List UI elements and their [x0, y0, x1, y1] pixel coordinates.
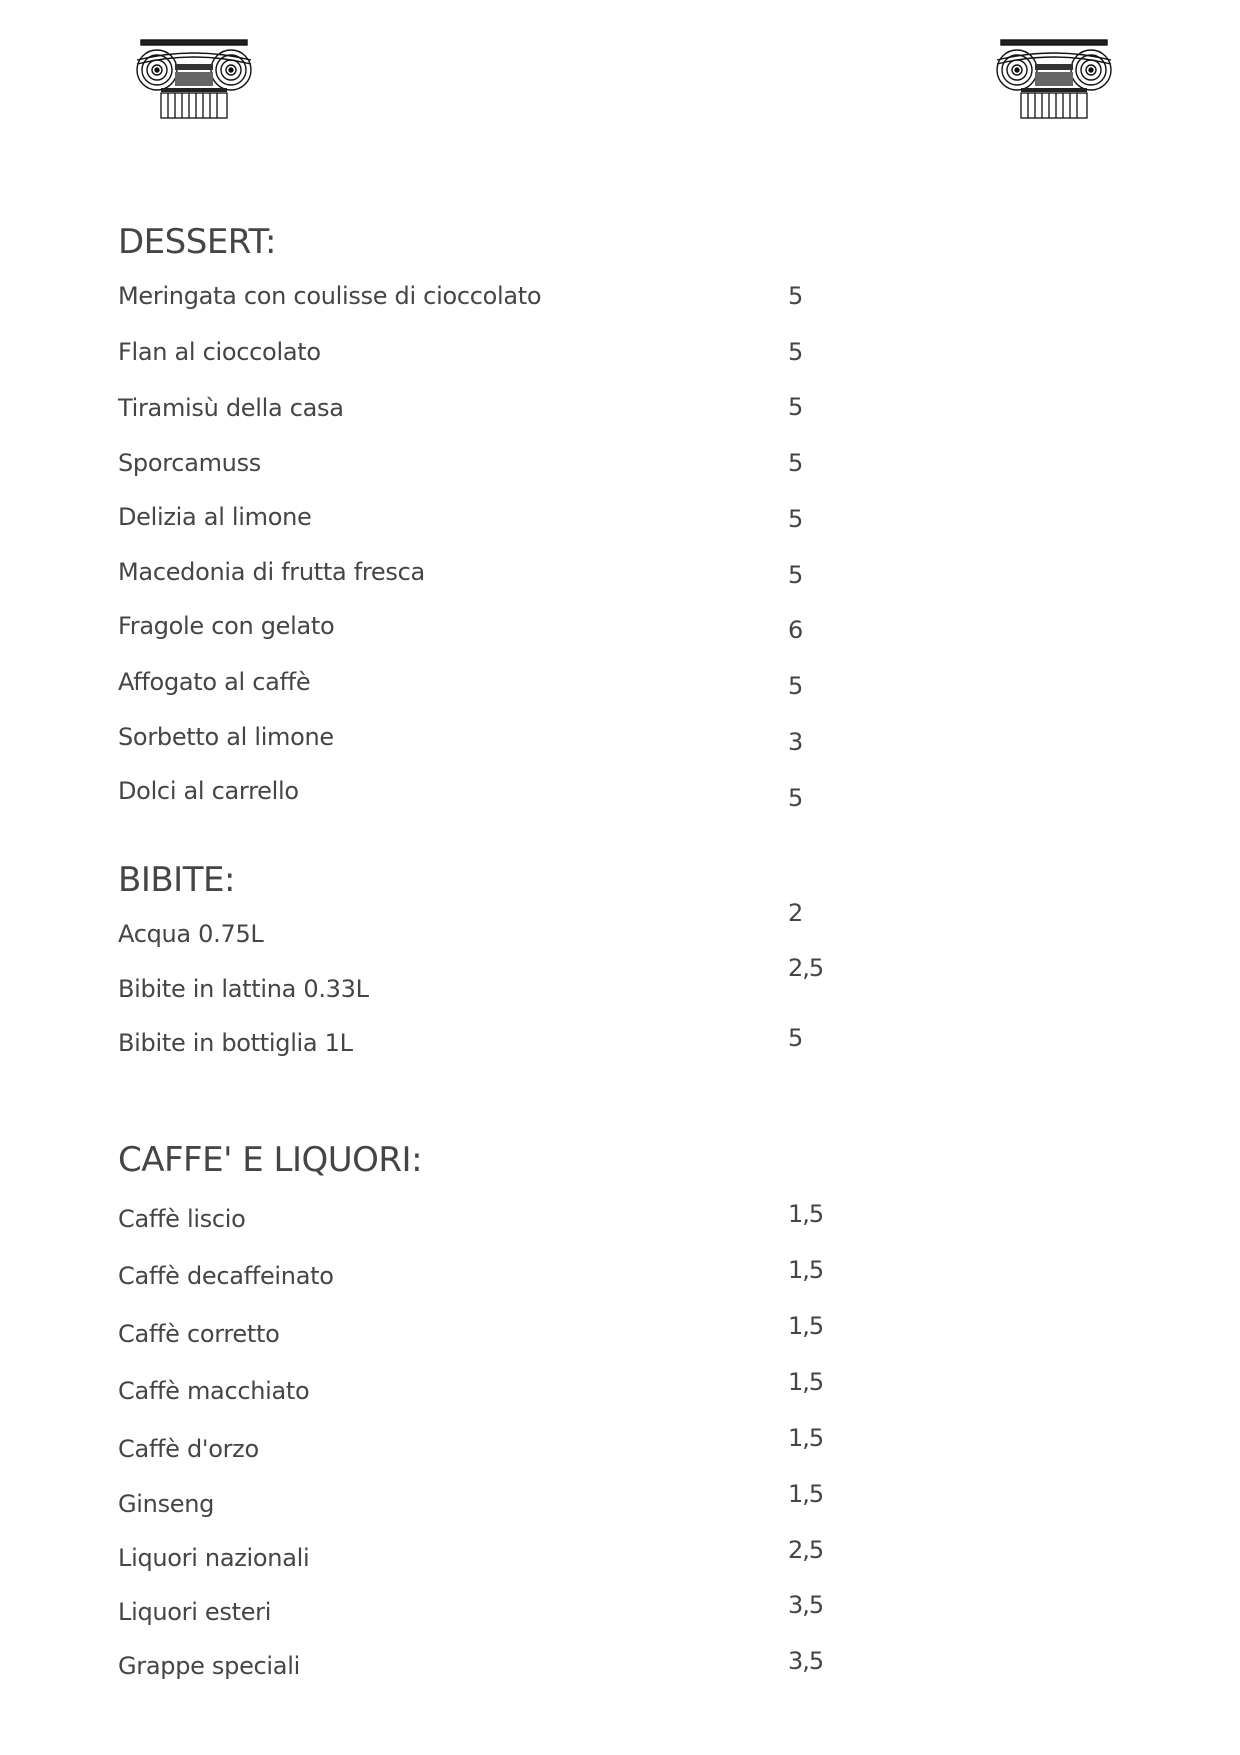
menu-item-name: Caffè d'orzo	[118, 1435, 259, 1463]
menu-item-name: Sporcamuss	[118, 449, 261, 477]
menu-item-price: 3,5	[788, 1647, 824, 1675]
menu-item-name: Acqua 0.75L	[118, 920, 264, 948]
menu-item-price: 1,5	[788, 1256, 824, 1284]
menu-item-name: Bibite in lattina 0.33L	[118, 975, 369, 1003]
menu-item-price: 1,5	[788, 1480, 824, 1508]
menu-item-price: 5	[788, 282, 803, 310]
menu-item-price: 3,5	[788, 1591, 824, 1619]
menu-item-price: 1,5	[788, 1312, 824, 1340]
menu-item-price: 5	[788, 338, 803, 366]
menu-item-name: Caffè decaffeinato	[118, 1262, 334, 1290]
section-title-dessert: DESSERT:	[118, 222, 276, 262]
menu-item-price: 6	[788, 616, 803, 644]
ionic-column-capital-icon	[131, 38, 257, 120]
menu-item-name: Tiramisù della casa	[118, 394, 344, 422]
menu-item-price: 2,5	[788, 1536, 824, 1564]
menu-item-price: 2,5	[788, 954, 824, 982]
menu-item-price: 5	[788, 393, 803, 421]
menu-item-price: 5	[788, 449, 803, 477]
menu-item-price: 5	[788, 672, 803, 700]
menu-item-name: Caffè macchiato	[118, 1377, 310, 1405]
menu-item-name: Affogato al caffè	[118, 668, 311, 696]
menu-item-name: Bibite in bottiglia 1L	[118, 1029, 353, 1057]
menu-item-price: 5	[788, 505, 803, 533]
menu-item-name: Sorbetto al limone	[118, 723, 334, 751]
menu-item-price: 5	[788, 784, 803, 812]
menu-item-price: 1,5	[788, 1200, 824, 1228]
menu-item-name: Ginseng	[118, 1490, 215, 1518]
menu-item-name: Caffè liscio	[118, 1205, 246, 1233]
menu-item-name: Caffè corretto	[118, 1320, 280, 1348]
menu-item-price: 1,5	[788, 1424, 824, 1452]
menu-item-name: Delizia al limone	[118, 503, 312, 531]
menu-item-name: Dolci al carrello	[118, 777, 299, 805]
menu-item-name: Fragole con gelato	[118, 612, 335, 640]
menu-item-name: Liquori nazionali	[118, 1544, 310, 1572]
menu-item-price: 1,5	[788, 1368, 824, 1396]
menu-item-name: Grappe speciali	[118, 1652, 300, 1680]
menu-item-name: Macedonia di frutta fresca	[118, 558, 425, 586]
menu-item-name: Meringata con coulisse di cioccolato	[118, 282, 542, 310]
menu-item-name: Flan al cioccolato	[118, 338, 321, 366]
menu-item-name: Liquori esteri	[118, 1598, 272, 1626]
section-title-bibite: BIBITE:	[118, 860, 235, 900]
ionic-column-capital-icon	[991, 38, 1117, 120]
menu-item-price: 3	[788, 728, 803, 756]
section-title-caffe-liquori: CAFFE' E LIQUORI:	[118, 1140, 423, 1180]
menu-item-price: 2	[788, 899, 803, 927]
menu-item-price: 5	[788, 1024, 803, 1052]
menu-item-price: 5	[788, 561, 803, 589]
